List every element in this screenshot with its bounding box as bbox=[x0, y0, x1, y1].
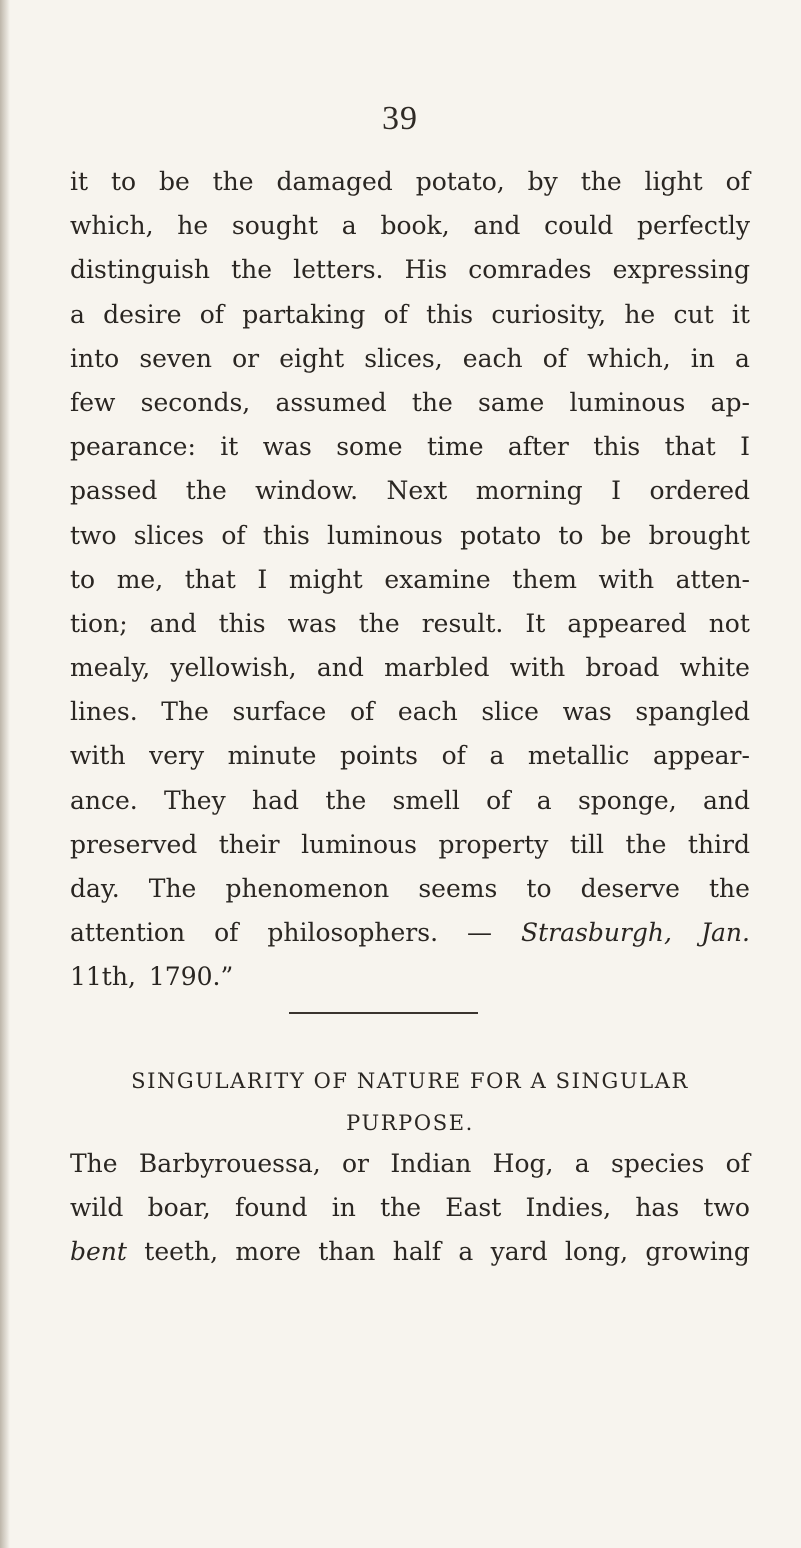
word: tion; bbox=[70, 608, 128, 638]
word: the bbox=[580, 167, 622, 196]
word: in bbox=[690, 343, 715, 373]
word: to bbox=[70, 564, 96, 594]
word: this bbox=[218, 608, 266, 638]
word: Next bbox=[386, 476, 448, 506]
word: it bbox=[731, 299, 750, 329]
word: and bbox=[316, 653, 364, 683]
word: lines. bbox=[70, 697, 138, 727]
word: phenomenon bbox=[225, 874, 390, 903]
word: half bbox=[392, 1237, 441, 1267]
body-line bbox=[70, 911, 750, 955]
body-line bbox=[70, 646, 750, 690]
word: a bbox=[536, 785, 552, 815]
word: slice bbox=[481, 697, 539, 727]
word: and bbox=[473, 211, 521, 241]
word: 11th, bbox=[70, 962, 136, 992]
body-line bbox=[70, 381, 750, 425]
word: of bbox=[199, 299, 225, 329]
word: to bbox=[110, 167, 137, 196]
word: bent bbox=[70, 1237, 127, 1267]
body-line bbox=[70, 337, 750, 381]
word: them bbox=[512, 564, 577, 594]
word: desire bbox=[103, 299, 182, 329]
word: smell bbox=[392, 785, 460, 815]
word: Strasburgh, bbox=[521, 918, 672, 948]
word: broad bbox=[585, 653, 660, 683]
word: luminous bbox=[327, 520, 443, 550]
body-line bbox=[70, 514, 750, 558]
word: Jan. bbox=[700, 918, 750, 948]
word: a bbox=[341, 211, 357, 241]
word: ance. bbox=[70, 785, 138, 815]
word: that bbox=[664, 432, 716, 462]
word: was bbox=[287, 608, 337, 638]
word: of bbox=[486, 785, 511, 815]
word: than bbox=[318, 1237, 376, 1267]
word: preserved bbox=[70, 829, 198, 859]
word: seems bbox=[418, 874, 498, 903]
body-paragraph bbox=[70, 160, 750, 1000]
word: species bbox=[611, 1149, 705, 1178]
word: each bbox=[462, 343, 523, 373]
word: curiosity, bbox=[491, 299, 607, 329]
word: result. bbox=[421, 608, 504, 638]
word: a bbox=[735, 343, 750, 373]
word: eight bbox=[279, 343, 345, 373]
word: East bbox=[445, 1193, 502, 1223]
word: partaking bbox=[242, 299, 366, 329]
word: white bbox=[679, 653, 750, 683]
body-line bbox=[70, 779, 750, 823]
word: minute bbox=[227, 741, 317, 771]
section-divider-rule bbox=[289, 1012, 478, 1014]
word: some bbox=[336, 432, 403, 462]
section-heading-line-2: PURPOSE. bbox=[346, 1111, 474, 1135]
body-line bbox=[70, 425, 750, 469]
section-line bbox=[70, 1142, 750, 1186]
word: with bbox=[509, 653, 566, 683]
word: sponge, bbox=[577, 785, 677, 815]
body-line bbox=[70, 955, 750, 999]
word: it bbox=[70, 167, 89, 196]
section-heading-line-1: SINGULARITY OF NATURE FOR A SINGULAR bbox=[131, 1069, 689, 1093]
body-line bbox=[70, 293, 750, 337]
body-line bbox=[70, 867, 750, 911]
section-line bbox=[70, 1186, 750, 1230]
word: yard bbox=[490, 1237, 548, 1267]
word: metallic bbox=[527, 741, 630, 771]
word: expressing bbox=[612, 255, 750, 285]
word: this bbox=[593, 432, 641, 462]
body-line bbox=[70, 160, 750, 204]
word: passed bbox=[70, 476, 158, 506]
word: or bbox=[342, 1149, 370, 1178]
word: boar, bbox=[147, 1193, 211, 1223]
word: atten- bbox=[675, 564, 750, 594]
section-heading bbox=[70, 1060, 750, 1144]
word: into bbox=[70, 343, 120, 373]
body-line bbox=[70, 248, 750, 292]
word: in bbox=[331, 1193, 356, 1223]
word: sought bbox=[231, 211, 319, 241]
word: Barbyrouessa, bbox=[138, 1149, 321, 1178]
word: has bbox=[635, 1193, 680, 1223]
body-line bbox=[70, 204, 750, 248]
word: mealy, bbox=[70, 653, 151, 683]
word: two bbox=[70, 520, 117, 550]
word: the bbox=[625, 829, 667, 859]
word: the bbox=[709, 874, 750, 903]
word: His bbox=[404, 255, 448, 285]
word: I bbox=[740, 432, 750, 462]
word: window. bbox=[255, 476, 359, 506]
word: appear- bbox=[652, 741, 750, 771]
word: of bbox=[725, 167, 750, 196]
word: and bbox=[149, 608, 197, 638]
word: — bbox=[467, 918, 493, 948]
word: luminous bbox=[301, 829, 417, 859]
word: deserve bbox=[580, 874, 680, 903]
word: seconds, bbox=[140, 387, 251, 417]
word: it bbox=[220, 432, 239, 462]
word: not bbox=[708, 608, 750, 638]
word: was bbox=[262, 432, 312, 462]
word: spangled bbox=[635, 697, 750, 727]
word: points bbox=[339, 741, 419, 771]
word: growing bbox=[645, 1237, 750, 1267]
word: luminous bbox=[569, 387, 686, 417]
word: long, bbox=[564, 1237, 629, 1267]
word: their bbox=[218, 829, 280, 859]
word: was bbox=[562, 697, 612, 727]
word: light bbox=[644, 167, 703, 196]
word: the bbox=[380, 1193, 422, 1223]
word: Indies, bbox=[525, 1193, 612, 1223]
word: assumed bbox=[275, 387, 387, 417]
word: damaged bbox=[276, 167, 393, 196]
word: slices, bbox=[364, 343, 443, 373]
word: the bbox=[212, 167, 254, 196]
word: of bbox=[725, 1149, 750, 1178]
word: that bbox=[184, 564, 236, 594]
word: very bbox=[149, 741, 205, 771]
page-number: 39 bbox=[382, 100, 418, 137]
word: comrades bbox=[468, 255, 592, 285]
page-gutter-shadow bbox=[0, 0, 10, 1548]
word: a bbox=[70, 299, 85, 329]
word: potato bbox=[460, 520, 542, 550]
word: till bbox=[569, 829, 604, 859]
body-line bbox=[70, 690, 750, 734]
word: be bbox=[600, 520, 632, 550]
word: property bbox=[438, 829, 549, 859]
word: the bbox=[185, 476, 227, 506]
word: book, bbox=[380, 211, 450, 241]
word: ap- bbox=[710, 387, 750, 417]
body-line bbox=[70, 734, 750, 778]
word: the bbox=[325, 785, 367, 815]
word: day. bbox=[70, 874, 120, 903]
word: wild bbox=[70, 1193, 124, 1223]
word: few bbox=[70, 387, 116, 417]
word: a bbox=[458, 1237, 474, 1267]
word: he bbox=[624, 299, 656, 329]
word: might bbox=[288, 564, 363, 594]
word: Hog, bbox=[492, 1149, 554, 1178]
word: which, bbox=[70, 211, 154, 241]
word: had bbox=[252, 785, 300, 815]
word: distinguish bbox=[70, 255, 211, 285]
word: cut bbox=[673, 299, 714, 329]
word: he bbox=[177, 211, 209, 241]
word: of bbox=[349, 697, 375, 727]
word: potato, bbox=[415, 167, 505, 196]
word: this bbox=[426, 299, 474, 329]
word: of bbox=[383, 299, 408, 329]
word: attention bbox=[70, 918, 186, 948]
word: more bbox=[235, 1237, 301, 1267]
word: They bbox=[164, 785, 226, 815]
word: each bbox=[397, 697, 458, 727]
word: examine bbox=[384, 564, 491, 594]
word: perfectly bbox=[637, 211, 750, 241]
word: The bbox=[148, 874, 197, 903]
word: It bbox=[525, 608, 546, 638]
body-line bbox=[70, 558, 750, 602]
word: I bbox=[257, 564, 268, 594]
section-paragraph bbox=[70, 1142, 750, 1275]
word: The bbox=[70, 1149, 118, 1178]
word: with bbox=[70, 741, 126, 771]
word: pearance: bbox=[70, 432, 196, 462]
word: of bbox=[221, 520, 246, 550]
word: philosophers. bbox=[267, 918, 439, 948]
body-line bbox=[70, 823, 750, 867]
section-line bbox=[70, 1230, 750, 1274]
word: could bbox=[544, 211, 614, 241]
word: 1790.” bbox=[148, 962, 234, 992]
word: of bbox=[542, 343, 568, 373]
word: ordered bbox=[649, 476, 750, 506]
word: Indian bbox=[390, 1149, 472, 1178]
word: yellowish, bbox=[170, 653, 297, 683]
body-line bbox=[70, 602, 750, 646]
word: the bbox=[231, 255, 273, 285]
word: same bbox=[478, 387, 545, 417]
word: the bbox=[358, 608, 400, 638]
word: me, bbox=[116, 564, 164, 594]
word: after bbox=[507, 432, 569, 462]
word: a bbox=[574, 1149, 590, 1178]
word: morning bbox=[475, 476, 583, 506]
word: the bbox=[411, 387, 453, 417]
word: which, bbox=[587, 343, 671, 373]
word: found bbox=[235, 1193, 308, 1223]
word: marbled bbox=[384, 653, 490, 683]
word: surface bbox=[232, 697, 327, 727]
word: to bbox=[526, 874, 552, 903]
word: teeth, bbox=[144, 1237, 219, 1267]
word: with bbox=[598, 564, 655, 594]
word: or bbox=[232, 343, 260, 373]
word: of bbox=[441, 741, 466, 771]
word: The bbox=[161, 697, 209, 727]
word: seven bbox=[139, 343, 212, 373]
word: a bbox=[489, 741, 505, 771]
word: two bbox=[703, 1193, 750, 1223]
word: letters. bbox=[293, 255, 384, 285]
word: third bbox=[687, 829, 750, 859]
word: and bbox=[702, 785, 750, 815]
word: brought bbox=[648, 520, 750, 550]
word: this bbox=[262, 520, 310, 550]
word: slices bbox=[133, 520, 205, 550]
word: I bbox=[611, 476, 622, 506]
word: by bbox=[527, 167, 558, 196]
word: appeared bbox=[567, 608, 687, 638]
word: time bbox=[426, 432, 484, 462]
body-line bbox=[70, 469, 750, 513]
word: be bbox=[158, 167, 190, 196]
word: of bbox=[214, 918, 239, 948]
word: to bbox=[558, 520, 584, 550]
